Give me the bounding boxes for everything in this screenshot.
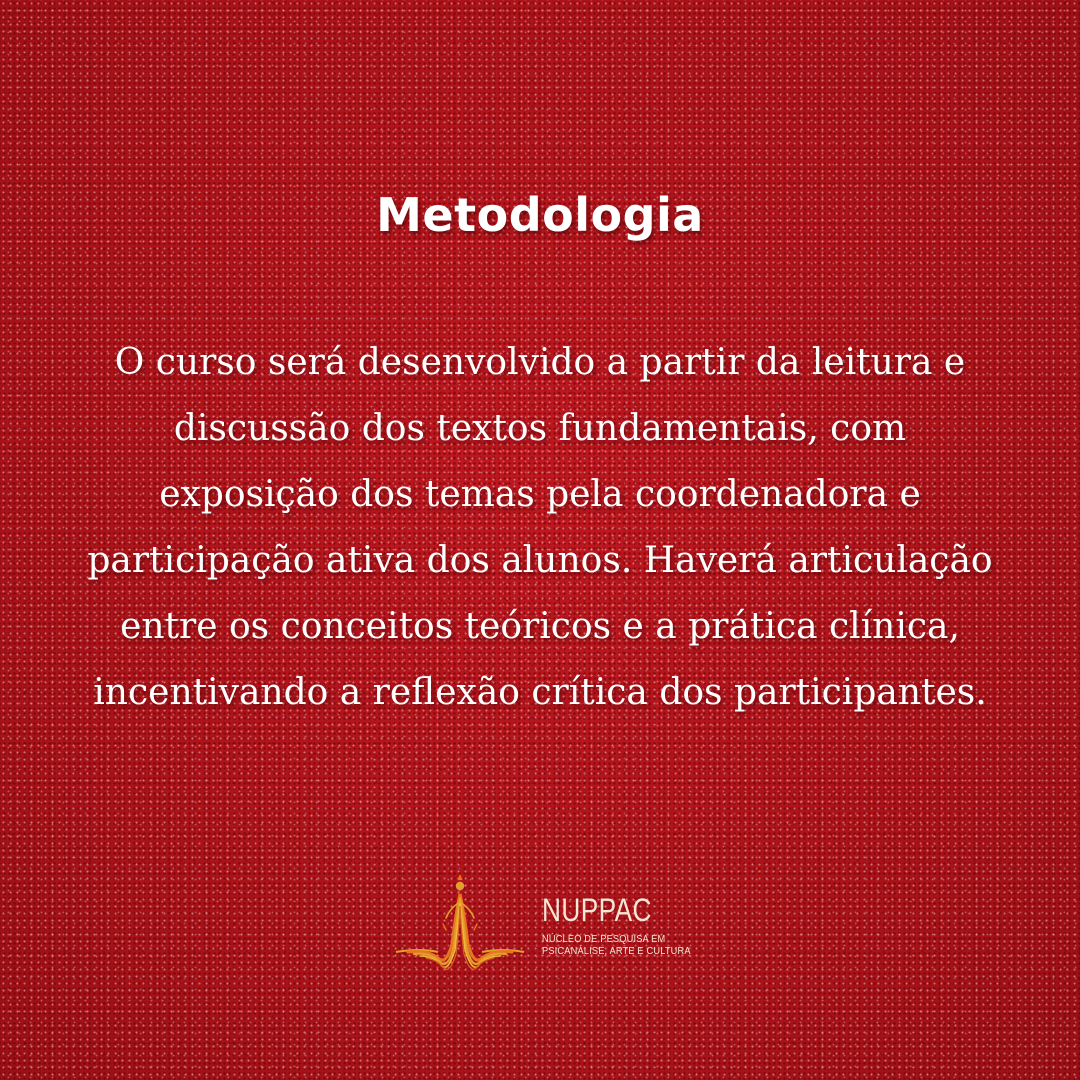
- logo-tagline-line1: NÚCLEO DE PESQUISA EM: [542, 933, 666, 945]
- waveform-figure-icon: [390, 872, 530, 982]
- logo-tagline-line2: PSICANÁLISE, ARTE E CULTURA: [542, 945, 691, 957]
- page-title: Metodologia: [376, 188, 704, 242]
- logo-name: NUPPAC: [542, 892, 652, 928]
- methodology-paragraph: O curso será desenvolvido a partir da leitura e discussão dos textos fundamentais, com exposição dos temas pela coordenadora e participação ativa dos alunos. Haverá articulação entre os conceitos teóricos e a prática clínica, incentivando a reflexão crítica dos participantes.: [87, 342, 993, 713]
- logo-tagline: [542, 933, 691, 957]
- nuppac-logo: [390, 872, 690, 982]
